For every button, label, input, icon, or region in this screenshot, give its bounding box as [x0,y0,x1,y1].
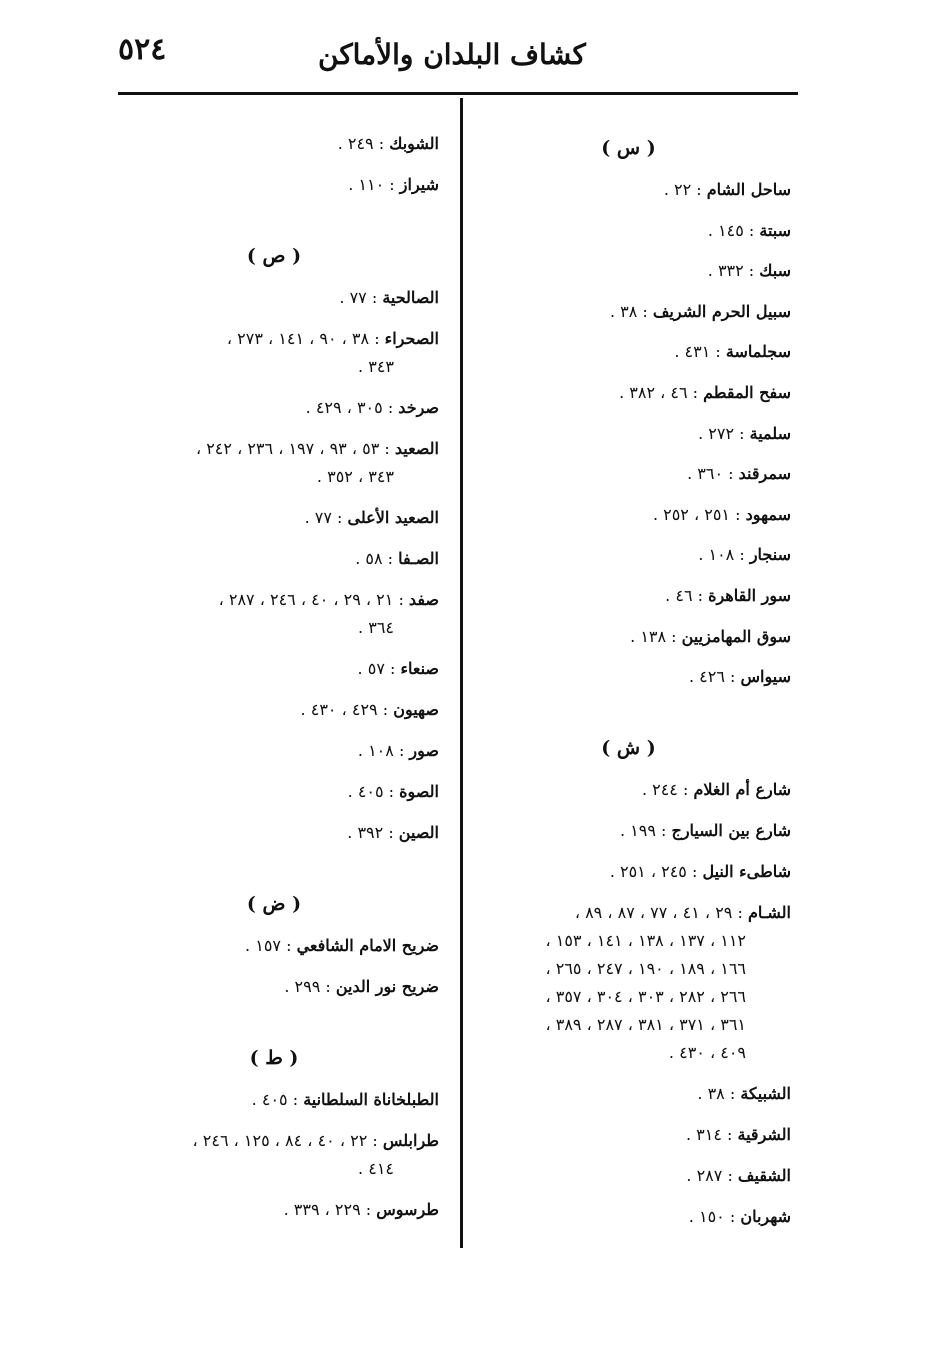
page-header [118,30,798,90]
index-entry [109,435,439,491]
entry-page-refs: ٣٨ ، ٩٠ ، ١٤١ ، ٢٧٣ ، [226,329,370,348]
entry-separator: : [281,936,297,955]
entry-separator: : [687,382,704,402]
index-entry [109,130,439,158]
entry-name: الصالحية [382,288,439,307]
entry-separator: : [382,549,399,568]
entry-page-refs-continued: ١٦٦ ، ١٨٩ ، ١٩٠ ، ٢٤٧ ، ٢٦٥ ، [545,958,746,978]
entry-separator: : [367,1131,383,1150]
entry-separator: : [393,590,409,609]
section-letter-heading: ( ط ) [249,1047,299,1069]
entry-separator: : [743,220,760,240]
page-number: ٥٢٤ [118,32,167,67]
entry-page-refs: ٣٩٢ . [347,823,384,842]
entry-name: الشبيكة [740,1083,791,1103]
entry-page-refs: ٢٤٩ . [337,134,374,153]
entry-name: الصـفا [398,549,439,568]
entry-name: ساحل الشام [706,180,791,199]
entry-page-refs: ٢٩ ، ٤١ ، ٧٧ ، ٨٧ ، ٨٩ ، [574,902,733,922]
entry-page-refs: ١٣٨ . [630,626,667,646]
entry-name: شهربان [740,1206,791,1226]
entry-page-refs-continued: ٢٦٦ ، ٢٨٢ ، ٣٠٣ ، ٣٠٤ ، ٣٥٧ ، [545,986,746,1006]
entry-page-refs-continued: ٣٦١ ، ٣٧١ ، ٣٨١ ، ٢٨٧ ، ٣٨٩ ، [545,1014,746,1034]
entry-name: سمرقند [738,464,791,484]
entry-separator: : [724,1206,741,1226]
index-entry [109,973,439,1001]
entry-page-refs: ٣١٤ . [686,1124,722,1144]
entry-separator: : [287,1090,304,1109]
entry-separator: : [320,977,336,996]
entry-page-refs: ٣٦٠ . [687,464,724,484]
entry-name: طرابلس [382,1131,439,1150]
entry-separator: : [379,439,395,458]
index-entry [109,171,439,199]
section-letter-heading: ( ض ) [246,893,302,915]
entry-name: صهيون [393,700,439,719]
entry-name: الطبلخاناة السلطانية [303,1090,439,1109]
entry-page-refs: ٢٤٤ . [641,779,678,799]
index-entry [466,257,791,285]
section-letter-heading: ( س ) [601,137,656,159]
index-entry [466,1203,791,1231]
entry-page-refs: ٢٩٩ . [284,977,321,996]
entry-name: الصعيد الأعلى [347,508,439,527]
entry-page-refs: ١١٠ . [348,175,385,194]
entry-page-refs: ٢٤٥ ، ٢٥١ . [609,861,687,881]
index-entry [466,176,791,204]
entry-page-refs: ٢٥١ ، ٢٥٢ . [652,504,731,524]
entry-page-refs: ٤٣١ . [674,342,711,362]
index-entry [109,284,439,312]
entry-page-refs-continued: ٤٠٩ ، ٤٣٠ . [668,1042,746,1062]
entry-separator: : [710,342,726,362]
entry-separator: : [383,823,399,842]
index-column-right [466,130,791,1244]
entry-name: الصعيد [394,439,439,458]
entry-name: سفح المقطم [703,382,791,402]
entry-name: صنعاء [400,659,439,678]
index-entry [466,501,791,529]
entry-page-refs-continued: ٣٤٣ . [358,357,394,376]
entry-page-refs: ٥٧ . [357,659,385,678]
entry-page-refs: ٣٨ . [609,301,638,321]
entry-name: الشقيف [737,1165,791,1185]
entry-page-refs: ١٠٨ . [357,741,394,760]
entry-separator: : [743,261,760,281]
index-entry [466,298,791,326]
index-entry [466,1162,791,1190]
index-entry [109,696,439,724]
entry-page-refs: ٢٢٩ ، ٣٣٩ . [283,1200,361,1219]
entry-page-refs: ٢٧٢ . [698,423,735,443]
entry-page-refs: ٢٨٧ . [686,1165,723,1185]
entry-page-refs-continued: ٤١٤ . [358,1159,394,1178]
entry-page-refs-continued: ٣٤٣ ، ٣٥٢ . [316,467,394,486]
entry-name: سور القاهرة [708,585,791,605]
entry-separator: : [732,902,748,922]
index-entry [109,586,439,642]
entry-name: صور [409,741,439,760]
index-entry [109,932,439,960]
entry-separator: : [734,545,750,565]
index-entry [466,460,791,488]
index-column-left [109,130,439,1237]
entry-page-refs: ١٥٧ . [245,936,281,955]
entry-page-refs: ١٠٨ . [698,545,735,565]
entry-separator: : [382,398,399,417]
entry-name: سبك [759,261,791,281]
page-title: كشاف البلدان والأماكن [318,38,586,71]
index-entry [109,545,439,573]
entry-name: الشرقية [737,1124,791,1144]
header-rule [118,92,798,95]
entry-name: ضريح الامام الشافعي [296,936,439,955]
entry-separator: : [666,626,682,646]
entry-separator: : [721,1124,738,1144]
index-entry [109,819,439,847]
entry-page-refs: ٣٠٥ ، ٤٢٩ . [305,398,383,417]
index-entry [466,623,791,651]
index-entry [466,338,791,366]
index-entry [466,1121,791,1149]
entry-name: سبيل الحرم الشريف [652,301,791,321]
index-entry [109,1196,439,1224]
entry-page-refs: ٤٠٥ . [347,782,384,801]
entry-separator: : [730,504,746,524]
entry-page-refs: ٢٢ . [663,180,692,199]
entry-name: الشـام [747,902,791,922]
entry-page-refs: ١٤٥ . [707,220,744,240]
entry-page-refs: ٤٢٦ . [689,667,725,687]
entry-page-refs: ٢١ ، ٢٩ ، ٤٠ ، ٢٤٦ ، ٢٨٧ ، [218,590,394,609]
entry-separator: : [369,329,385,348]
entry-name: شيراز [399,175,439,194]
index-entry [466,582,791,610]
index-entry [466,899,791,1067]
index-entry [466,541,791,569]
entry-separator: : [722,1165,738,1185]
entry-separator: : [723,464,739,484]
index-entry [466,1080,791,1108]
entry-name: سنجار [749,545,791,565]
entry-page-refs: ٥٨ . [355,549,383,568]
index-entry [466,379,791,407]
entry-name: سبتة [759,220,791,240]
entry-separator: : [331,508,348,527]
entry-page-refs-continued: ١١٢ ، ١٣٧ ، ١٣٨ ، ١٤١ ، ١٥٣ ، [545,930,746,950]
entry-separator: : [637,301,653,321]
section-letter-heading: ( ص ) [246,245,302,267]
entry-name: سلمية [749,423,791,443]
entry-name: ضريح نور الدين [335,977,439,996]
entry-name: الصين [398,823,439,842]
index-entry [109,504,439,532]
entry-page-refs: ٢٢ ، ٤٠ ، ٨٤ ، ١٢٥ ، ٢٤٦ ، [192,1131,368,1150]
entry-separator: : [734,423,750,443]
entry-name: الصوة [399,782,439,801]
index-entry [466,663,791,691]
entry-separator: : [686,861,703,881]
entry-page-refs: ٧٧ . [339,288,367,307]
entry-name: سيواس [740,667,791,687]
entry-name: شاطىء النيل [702,861,791,881]
entry-name: سجلماسة [725,342,791,362]
entry-name: الشوبك [389,134,439,153]
entry-separator: : [360,1200,377,1219]
section-letter-heading: ( ش ) [601,736,656,759]
entry-page-refs: ٤٠٥ . [251,1090,288,1109]
entry-separator: : [373,134,390,153]
index-entry [109,778,439,806]
entry-name: شارع بين السيارج [671,820,791,840]
index-entry [109,325,439,381]
entry-separator: : [384,659,401,678]
entry-name: صفد [408,590,439,609]
index-entry [466,817,791,845]
entry-page-refs: ٤٢٩ ، ٤٣٠ . [300,700,378,719]
index-entry [109,737,439,765]
entry-page-refs: ١٥٠ . [688,1206,725,1226]
entry-page-refs: ١٩٩ . [619,820,656,840]
index-entry [466,217,791,245]
entry-name: شارع أم الغلام [693,779,791,799]
entry-page-refs: ٣٣٢ . [707,261,744,281]
index-entry [109,655,439,683]
index-entry [109,1086,439,1114]
index-entry [109,394,439,422]
entry-page-refs: ٤٦ . [665,585,693,605]
entry-page-refs: ٤٦ ، ٣٨٢ . [619,382,688,402]
entry-separator: : [366,288,383,307]
entry-separator: : [724,667,741,687]
entry-name: سوق المهامزيين [681,626,791,646]
entry-page-refs: ٥٣ ، ٩٣ ، ١٩٧ ، ٢٣٦ ، ٢٤٢ ، [195,439,380,458]
entry-separator: : [384,175,400,194]
entry-name: الصحراء [384,329,439,348]
index-entry [466,776,791,804]
entry-page-refs-continued: ٣٦٤ . [358,618,394,637]
entry-page-refs: ٣٨ . [697,1083,725,1103]
index-entry [109,1127,439,1183]
entry-separator: : [692,585,709,605]
entry-name: صرخد [398,398,439,417]
entry-separator: : [691,180,707,199]
column-divider [460,98,463,1248]
index-entry [466,858,791,886]
entry-separator: : [377,700,394,719]
entry-separator: : [383,782,400,801]
entry-separator: : [655,820,672,840]
entry-name: سمهود [745,504,791,524]
entry-separator: : [724,1083,741,1103]
entry-separator: : [677,779,694,799]
entry-page-refs: ٧٧ . [304,508,332,527]
index-entry [466,420,791,448]
entry-name: طرسوس [376,1200,439,1219]
entry-separator: : [393,741,410,760]
